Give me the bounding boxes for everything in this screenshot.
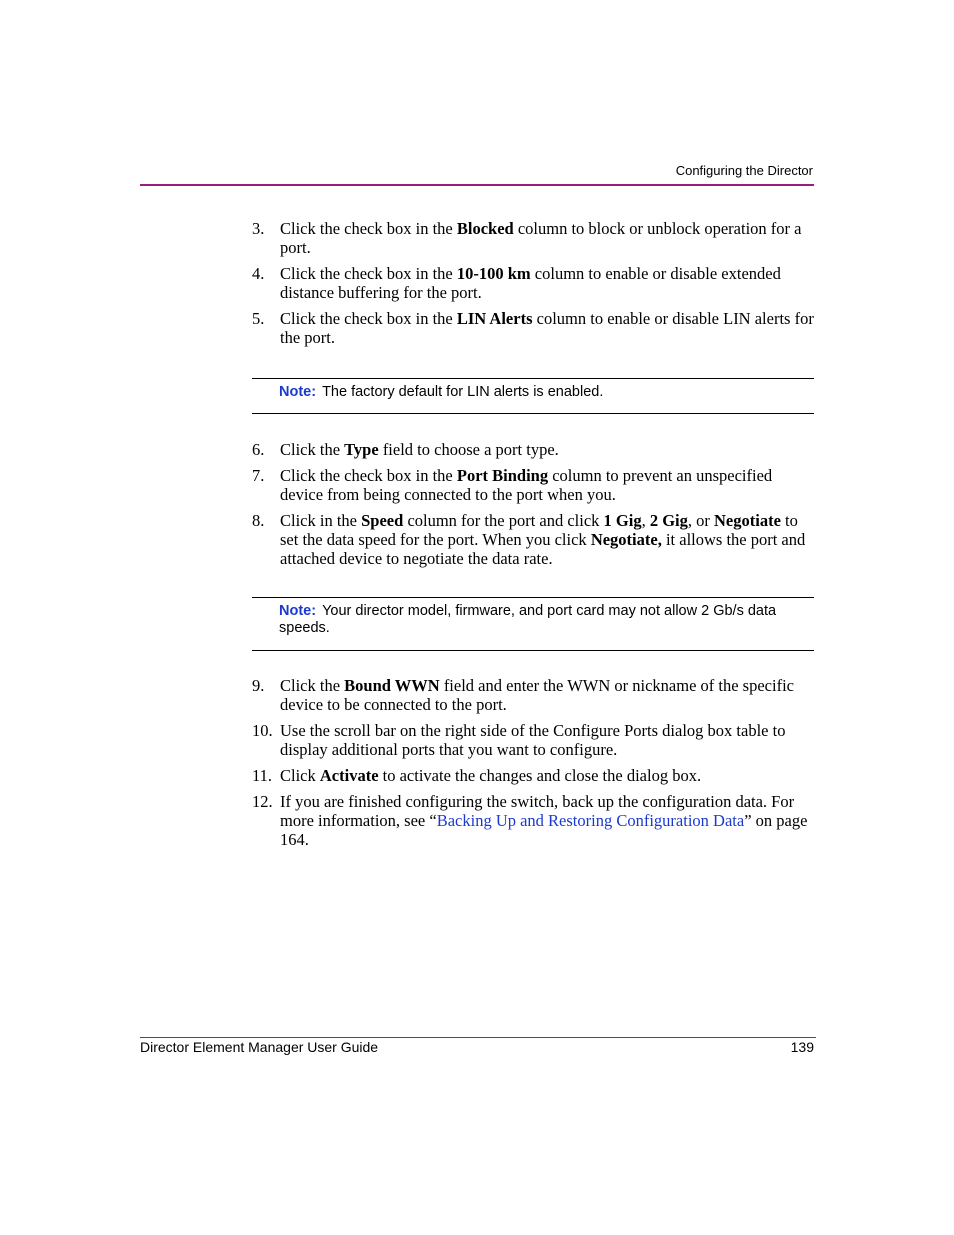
step-number: 11.: [252, 766, 273, 785]
step-text: Click the check box in the: [280, 466, 457, 485]
step-item: [252, 264, 814, 302]
step-text: column for the port and click: [403, 511, 604, 530]
bold-term: Port Binding: [456, 466, 549, 485]
step-text: ” on page 164.: [280, 811, 808, 849]
step-text: it allows the port and attached device to negotiate the data rate.: [280, 530, 806, 568]
step-number: 4.: [252, 264, 265, 283]
step-item: [252, 792, 814, 849]
bold-term: Speed: [361, 511, 404, 530]
bold-term: Negotiate,: [590, 530, 662, 549]
step-text: Use the scroll bar on the right side of the Configure Ports dialog box table to display additional ports that you want to configure.: [280, 721, 786, 759]
note-label: Note:: [279, 603, 317, 619]
step-number: 6.: [252, 440, 265, 459]
step-number: 12.: [252, 792, 273, 811]
note-label: Note:: [279, 384, 317, 400]
step-text: column to enable or disable LIN alerts for the port.: [280, 309, 814, 347]
bold-term: Type: [344, 440, 379, 459]
bold-term: 2 Gig: [649, 511, 688, 530]
step-text: to activate the changes and close the dialog box.: [378, 766, 702, 785]
steps-list-a: [252, 219, 814, 354]
footer-guide-title: Director Element Manager User Guide: [140, 1039, 379, 1055]
step-text: , or: [687, 511, 715, 530]
bold-term: LIN Alerts: [456, 309, 533, 328]
step-item: [252, 309, 814, 347]
step-item: [252, 440, 814, 459]
note-text: Your director model, firmware, and port card may not allow 2 Gb/s data speeds.: [279, 603, 777, 636]
step-number: 9.: [252, 676, 265, 695]
step-text: column to block or unblock operation for a port.: [280, 219, 802, 257]
step-number: 5.: [252, 309, 265, 328]
steps-list-b: [252, 440, 814, 575]
running-header: Configuring the Director: [675, 163, 813, 178]
note-box-lin-alerts: [252, 378, 814, 414]
bold-term: Activate: [319, 766, 379, 785]
bold-term: Bound WWN: [344, 676, 440, 695]
step-text: Click in the: [280, 511, 362, 530]
footer-page-number: 139: [790, 1039, 814, 1055]
step-item: [252, 219, 814, 257]
step-text: Click the check box in the: [280, 309, 457, 328]
step-text: column to enable or disable extended distance buffering for the port.: [280, 264, 781, 302]
step-item: [252, 766, 814, 785]
step-item: [252, 676, 814, 714]
step-text: field to choose a port type.: [378, 440, 559, 459]
step-text: Click the check box in the: [280, 264, 457, 283]
step-number: 3.: [252, 219, 265, 238]
note-text: The factory default for LIN alerts is enabled.: [322, 384, 604, 400]
steps-list-c: [252, 676, 814, 856]
note-box-speeds: [252, 597, 814, 651]
step-text: Click the: [280, 440, 345, 459]
step-text: field and enter the WWN or nickname of the specific device to be connected to the port.: [280, 676, 794, 714]
bold-term: 1 Gig: [603, 511, 642, 530]
step-text: column to prevent an unspecified device from being connected to the port when you.: [280, 466, 773, 504]
step-number: 7.: [252, 466, 265, 485]
step-text: Click the check box in the: [280, 219, 457, 238]
step-item: [252, 511, 814, 568]
footer-rule: [140, 1037, 816, 1038]
bold-term: Blocked: [456, 219, 514, 238]
step-item: [252, 466, 814, 504]
step-text: If you are finished configuring the switch, back up the configuration data. For more information, see “: [280, 792, 795, 830]
cross-reference-link[interactable]: Backing Up and Restoring Configuration Data: [436, 811, 745, 830]
step-item: [252, 721, 814, 759]
step-text: Click the: [280, 676, 345, 695]
header-rule: [140, 184, 814, 186]
step-text: to set the data speed for the port. When you click: [280, 511, 798, 549]
step-text: ,: [641, 511, 650, 530]
step-number: 8.: [252, 511, 265, 530]
bold-term: 10-100 km: [456, 264, 531, 283]
bold-term: Negotiate: [714, 511, 781, 530]
step-number: 10.: [252, 721, 273, 740]
step-text: Click: [280, 766, 320, 785]
